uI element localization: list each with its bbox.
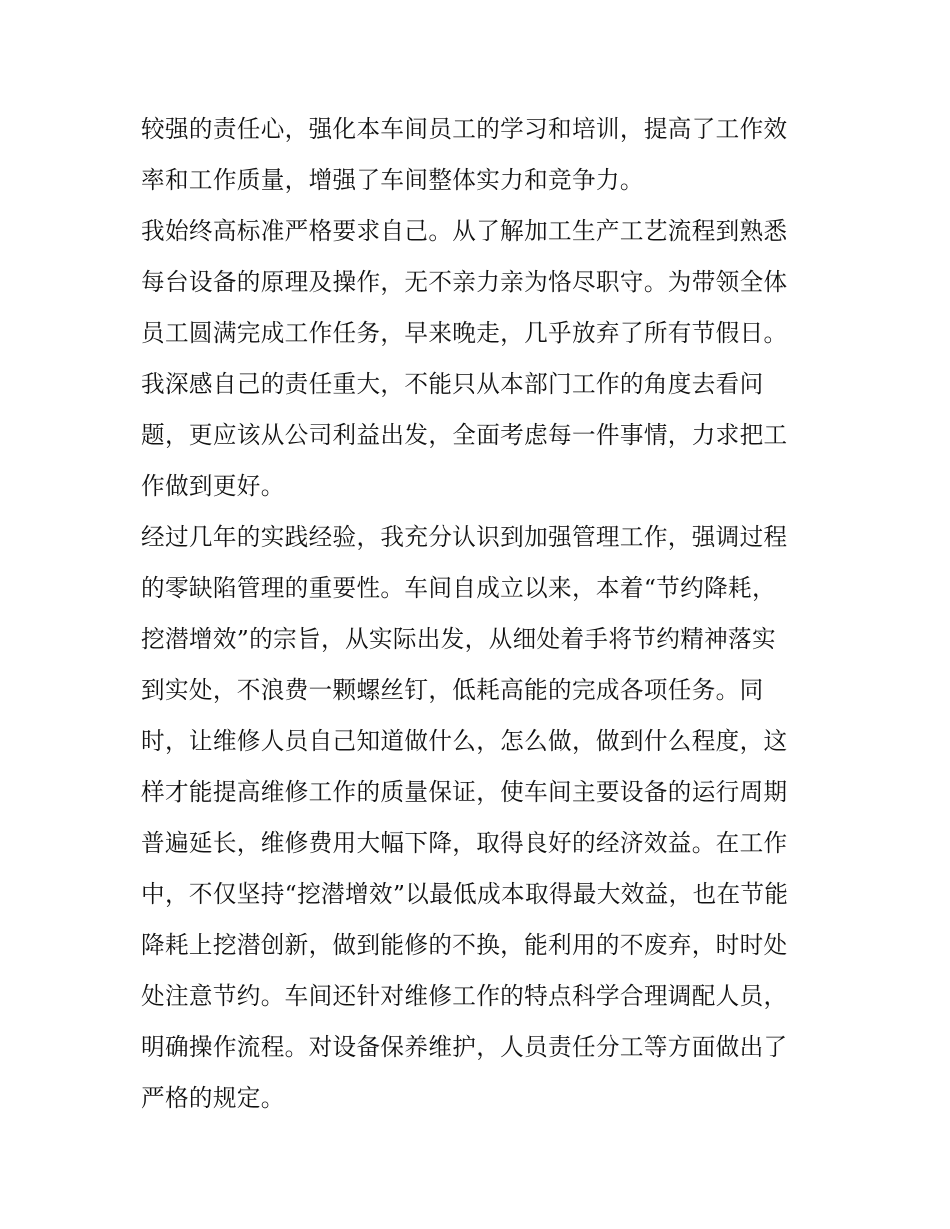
text-line: 我始终高标准严格要求自己。从了解加工生产工艺流程到熟悉: [141, 217, 788, 245]
text-line: 我深感自己的责任重大，不能只从本部门工作的角度去看问: [141, 370, 764, 398]
text-line: 样才能提高维修工作的质量保证，使车间主要设备的运行周期: [141, 778, 788, 806]
text-line: 到实处，不浪费一颗螺丝钉，低耗高能的完成各项任务。同: [141, 676, 764, 704]
text-line: 题，更应该从公司利益出发，全面考虑每一件事情，力求把工: [141, 421, 788, 449]
text-line: 较强的责任心，强化本车间员工的学习和培训，提高了工作效: [141, 115, 788, 143]
text-line: 处注意节约。车间还针对维修工作的特点科学合理调配人员，: [141, 982, 788, 1010]
text-line: 严格的规定。: [141, 1084, 285, 1112]
text-line: 时，让维修人员自己知道做什么，怎么做，做到什么程度，这: [141, 727, 788, 755]
text-line: 经过几年的实践经验，我充分认识到加强管理工作，强调过程: [141, 523, 788, 551]
text-line: 员工圆满完成工作任务，早来晚走，几乎放弃了所有节假日。: [141, 319, 788, 347]
text-line: 明确操作流程。对设备保养维护，人员责任分工等方面做出了: [141, 1033, 788, 1061]
text-line: 降耗上挖潜创新，做到能修的不换，能利用的不废弃，时时处: [141, 931, 788, 959]
text-line: 普遍延长，维修费用大幅下降，取得良好的经济效益。在工作: [141, 829, 788, 857]
body-text: [141, 104, 821, 1124]
text-line: 挖潜增效”的宗旨，从实际出发，从细处着手将节约精神落实: [141, 625, 776, 653]
text-line: 每台设备的原理及操作，无不亲力亲为恪尽职守。为带领全体: [141, 268, 788, 296]
text-line: 的零缺陷管理的重要性。车间自成立以来，本着“节约降耗，: [141, 574, 776, 602]
text-line: 作做到更好。: [141, 472, 285, 500]
text-line: 率和工作质量，增强了车间整体实力和竞争力。: [141, 166, 644, 194]
text-line: 中，不仅坚持“挖潜增效”以最低成本取得最大效益，也在节能: [141, 880, 789, 908]
